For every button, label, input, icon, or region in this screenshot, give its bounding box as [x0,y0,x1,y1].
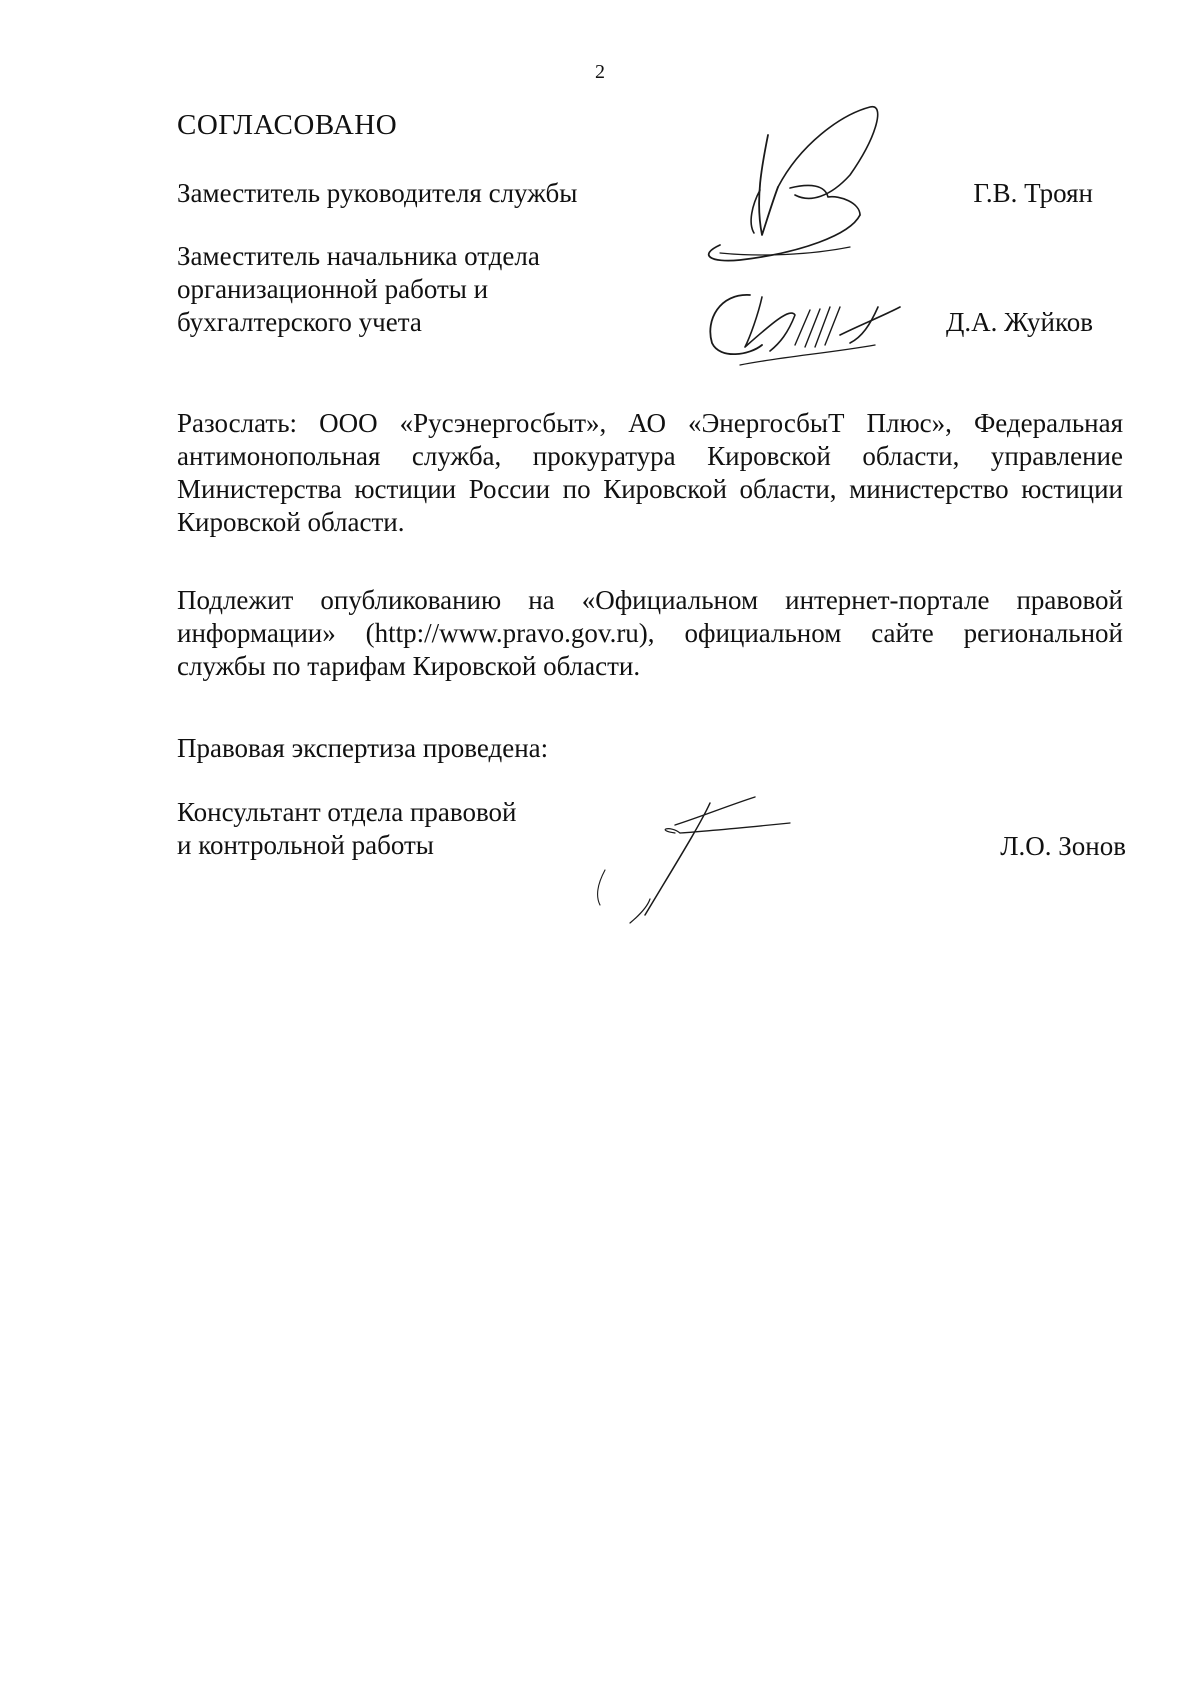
reviewer-position-line: Консультант отдела правовой [177,797,517,827]
reviewer-name: Л.О. Зонов [1000,831,1126,861]
signature-zhuykov [700,285,930,375]
signature-zonov [590,795,810,930]
reviewer-position [177,796,516,862]
signer-2-position-line: бухгалтерского учета [177,307,422,337]
signer-2-position-line: организационной работы и [177,274,489,304]
legal-review-heading: Правовая экспертиза проведена: [177,733,549,763]
page-number: 2 [595,61,605,83]
reviewer-position-line: и контрольной работы [177,830,434,860]
distribution-paragraph: Разослать: ООО «Русэнергосбыт», АО «ЭнергосбыТ Плюс», Федеральная антимонопольная служба, прокуратура Кировской области, управление Министерства юстиции России по Кировской области, министерство юстиции Кировской области. [177,408,1123,537]
publication-paragraph: Подлежит опубликованию на «Официальном интернет-портале правовой информации» (http://www.pravo.gov.ru), официальном сайте региональной службы по тарифам Кировской области. [177,585,1123,681]
signer-2-name: Д.А. Жуйков [946,307,1093,337]
signer-1-name: Г.В. Троян [973,178,1093,208]
signer-2-position [177,240,540,339]
signature-troyan [700,105,940,285]
approval-heading: СОГЛАСОВАНО [177,109,398,141]
signer-2-position-line: Заместитель начальника отдела [177,241,540,271]
signer-1-position-line: Заместитель руководителя службы [177,178,578,208]
signer-1-position [177,177,577,210]
